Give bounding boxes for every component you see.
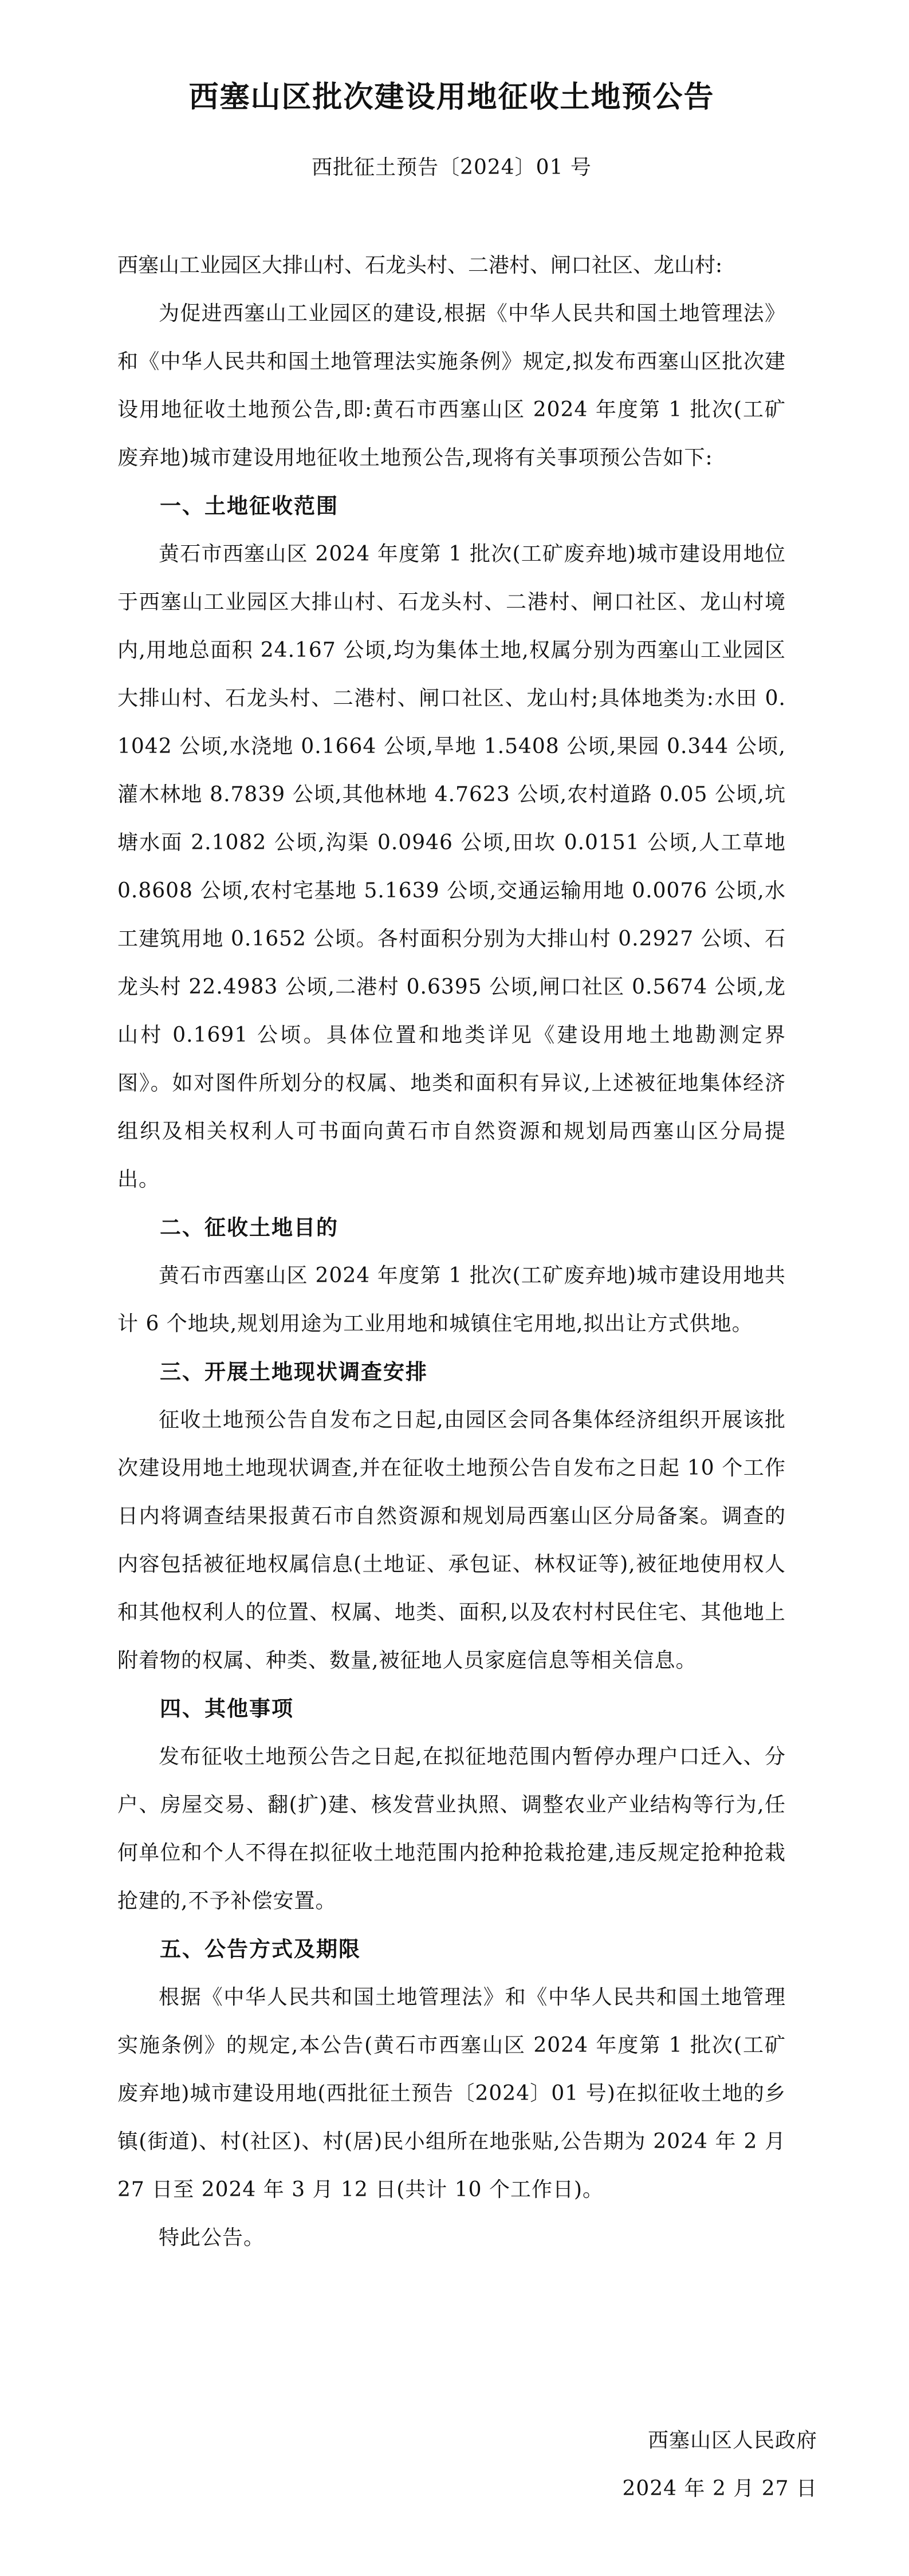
document-number: 西批征土预告〔2024〕01 号: [312, 156, 592, 179]
section-body-notice-period: 根据《中华人民共和国土地管理法》和《中华人民共和国土地管理实施条例》的规定,本公告(黄石市西塞山区 2024 年度第 1 批次(工矿废弃地)城市建设用地(西批征土预告〔2024〕01 号)在拟征收土地的乡镇(街道)、村(社区)、村(居)民小组所在地张贴,公告期为 2024 年 2 月 27 日至 2024 年 3 月 12 日(共计 10 个工作日)。: [117, 1986, 786, 2201]
section-body-other-matters: 发布征收土地预公告之日起,在拟征地范围内暂停办理户口迁入、分户、房屋交易、翻(扩)建、核发营业执照、调整农业产业结构等行为,任何单位和个人不得在拟征收土地范围内抢种抢栽抢建,违反规定抢种抢栽抢建的,不予补偿安置。: [117, 1745, 786, 1913]
section-body-purpose: 黄石市西塞山区 2024 年度第 1 批次(工矿废弃地)城市建设用地共计 6 个地块,规划用途为工业用地和城镇住宅用地,拟出让方式供地。: [117, 1264, 786, 1336]
section-heading-notice-period: 五、公告方式及期限: [160, 1937, 361, 1961]
addressee-line: 西塞山工业园区大排山村、石龙头村、二港村、闸口社区、龙山村:: [117, 254, 723, 277]
closing-line: 特此公告。: [159, 2226, 265, 2250]
signature-block: [622, 2417, 817, 2513]
section-body-land-scope: 黄石市西塞山区 2024 年度第 1 批次(工矿废弃地)城市建设用地位于西塞山工业园区大排山村、石龙头村、二港村、闸口社区、龙山村境内,用地总面积 24.167 公顷,均为集体土地,权属分别为西塞山工业园区大排山村、石龙头村、二港村、闸口社区、龙山村;具体地类为:水田 0.1042 公顷,水浇地 0.1664 公顷,旱地 1.5408 公顷,果园 0.344 公顷,灌木林地 8.7839 公顷,其他林地 4.7623 公顷,农村道路 0.05 公顷,坑塘水面 2.1082 公顷,沟渠 0.0946 公顷,田坎 0.0151 公顷,人工草地 0.8608 公顷,农村宅基地 5.1639 公顷,交通运输用地 0.0076 公顷,水工建筑用地 0.1652 公顷。各村面积分别为大排山村 0.2927 公顷、石龙头村 22.4983 公顷,二港村 0.6395 公顷,闸口社区 0.5674 公顷,龙山村 0.1691 公顷。具体位置和地类详见《建设用地土地勘测定界图》。如对图件所划分的权属、地类和面积有异议,上述被征地集体经济组织及相关权利人可书面向黄石市自然资源和规划局西塞山区分局提出。: [117, 542, 786, 1191]
page-title: 西塞山区批次建设用地征收土地预公告: [188, 80, 715, 115]
section-heading-other-matters: 四、其他事项: [160, 1696, 294, 1721]
intro-paragraph: 为促进西塞山工业园区的建设,根据《中华人民共和国土地管理法》和《中华人民共和国土地管理法实施条例》规定,拟发布西塞山区批次建设用地征收土地预公告,即:黄石市西塞山区 2024 年度第 1 批次(工矿废弃地)城市建设用地征收土地预公告,现将有关事项预公告如下:: [117, 302, 786, 470]
section-heading-survey: 三、开展土地现状调查安排: [160, 1360, 428, 1384]
issue-date: 2024 年 2 月 27 日: [622, 2477, 817, 2500]
issuer-name: 西塞山区人民政府: [647, 2429, 817, 2452]
section-heading-purpose: 二、征收土地目的: [160, 1215, 339, 1240]
section-heading-land-scope: 一、土地征收范围: [160, 494, 339, 518]
section-body-survey: 征收土地预公告自发布之日起,由园区会同各集体经济组织开展该批次建设用地土地现状调查,并在征收土地预公告自发布之日起 10 个工作日内将调查结果报黄石市自然资源和规划局西塞山区分局备案。调查的内容包括被征地权属信息(土地证、承包证、林权证等),被征地使用权人和其他权利人的位置、权属、地类、面积,以及农村村民住宅、其他地上附着物的权属、种类、数量,被征地人员家庭信息等相关信息。: [117, 1408, 786, 1672]
